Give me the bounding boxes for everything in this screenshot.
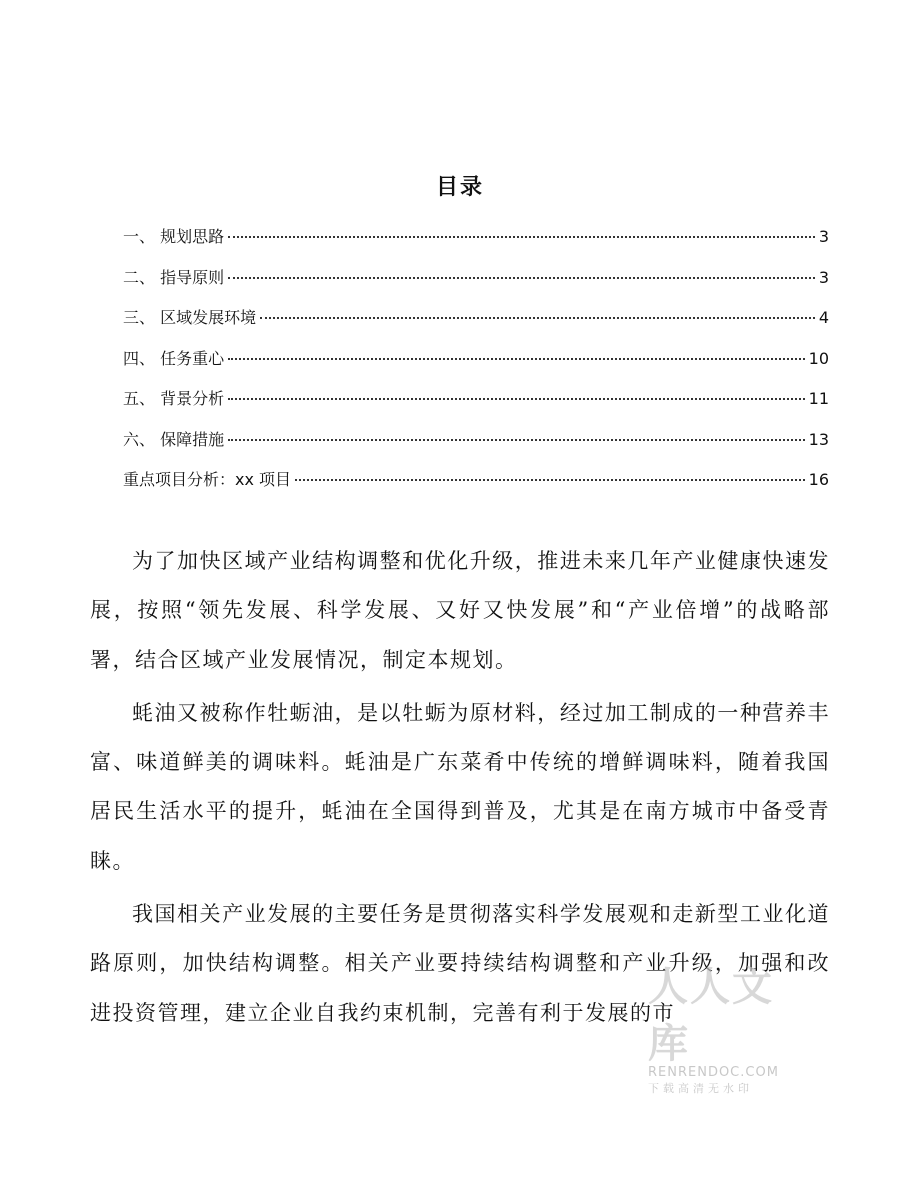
body-paragraph: 我国相关产业发展的主要任务是贯彻落实科学发展观和走新型工业化道路原则，加快结构调整。相关产业要持续结构调整和产业升级，加强和改进投资管理，建立企业自我约束机制，完善有利于发展的市 xyxy=(90,902,830,1025)
toc-entry[interactable] xyxy=(123,427,829,468)
toc-entry-page: 11 xyxy=(808,389,829,408)
toc-entry-label: 四、 任务重心 xyxy=(123,348,225,368)
toc-entry-page: 13 xyxy=(808,429,829,449)
toc-entry[interactable] xyxy=(123,305,829,346)
body-text xyxy=(90,537,830,1042)
toc-entry-page: 3 xyxy=(818,267,829,287)
toc-leader-dots xyxy=(228,398,805,400)
toc-leader-dots xyxy=(228,439,805,441)
toc-entry[interactable] xyxy=(123,265,829,306)
body-paragraph: 为了加快区域产业结构调整和优化升级，推进未来几年产业健康快速发展，按照“领先发展、科学发展、又好又快发展”和“产业倍增”的战略部署，结合区域产业发展情况，制定本规划。 xyxy=(90,549,830,672)
watermark-url: RENRENDOC.COM xyxy=(648,1065,779,1080)
toc-entry-page: 16 xyxy=(808,470,829,489)
toc-leader-dots xyxy=(228,236,815,238)
toc-entry[interactable] xyxy=(123,346,829,387)
body-paragraph: 蚝油又被称作牡蛎油，是以牡蛎为原材料，经过加工制成的一种营养丰富、味道鲜美的调味料。蚝油是广东菜肴中传统的增鲜调味料，随着我国居民生活水平的提升，蚝油在全国得到普及，尤其是在南方城市中备受青睐。 xyxy=(90,700,830,873)
toc-entry-label: 三、 区域发展环境 xyxy=(123,308,257,327)
toc-entry-page: 3 xyxy=(818,227,829,246)
toc-leader-dots xyxy=(295,479,805,481)
toc-leader-dots xyxy=(228,358,805,360)
toc-entry[interactable] xyxy=(123,467,829,508)
watermark-title: 人人文库 xyxy=(648,964,774,1067)
toc-title: 目录 xyxy=(435,175,484,200)
toc-entry-page: 4 xyxy=(818,308,829,327)
toc-entry-label: 五、 背景分析 xyxy=(123,389,225,408)
toc-entry-label: 重点项目分析：xx 项目 xyxy=(123,470,292,489)
table-of-contents xyxy=(123,224,829,508)
toc-entry[interactable] xyxy=(123,224,829,265)
toc-entry-label: 一、 规划思路 xyxy=(123,227,225,246)
toc-entry-page: 10 xyxy=(808,348,829,368)
toc-entry-label: 六、 保障措施 xyxy=(123,429,225,449)
toc-leader-dots xyxy=(260,317,815,319)
toc-entry[interactable] xyxy=(123,386,829,427)
toc-leader-dots xyxy=(228,277,815,279)
toc-entry-label: 二、 指导原则 xyxy=(123,267,225,287)
watermark-caption: 下载高清无水印 xyxy=(648,1082,753,1095)
